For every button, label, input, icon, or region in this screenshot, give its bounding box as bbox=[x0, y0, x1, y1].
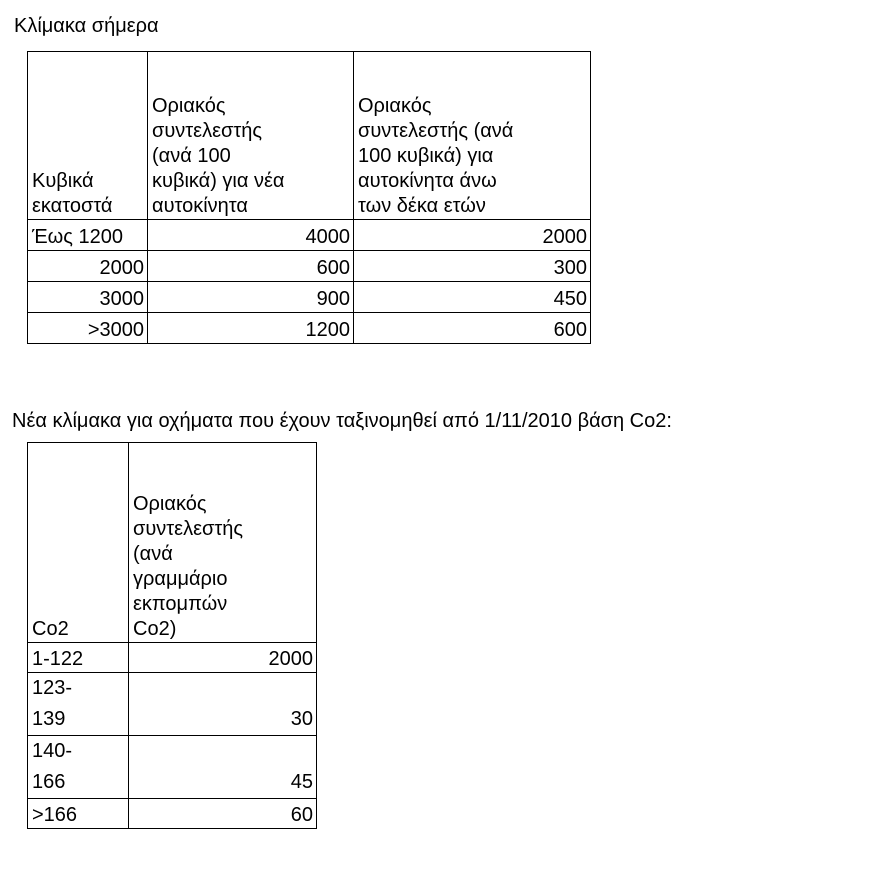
cell-coef-old: 300 bbox=[354, 251, 591, 282]
table-row bbox=[28, 799, 317, 829]
cell-coef-old: 2000 bbox=[354, 220, 591, 251]
header-co2: Co2 bbox=[28, 443, 129, 643]
cell-coef-new: 1200 bbox=[148, 313, 354, 344]
co2-table bbox=[27, 442, 317, 829]
cell-co2-range: 123- 139 bbox=[28, 673, 129, 736]
table-row bbox=[28, 643, 317, 673]
cell-capacity: Έως 1200 bbox=[28, 220, 148, 251]
header-cubic-cm: Κυβικά εκατοστά bbox=[28, 52, 148, 220]
cell-coef: 60 bbox=[129, 799, 317, 829]
section2-title: Νέα κλίμακα για οχήματα που έχουν ταξινομηθεί από 1/11/2010 βάση Co2: bbox=[12, 410, 672, 432]
table-row bbox=[28, 220, 591, 251]
header-coef-per-gram: Οριακός συντελεστής (ανά γραμμάριο εκπομπών Co2) bbox=[129, 443, 317, 643]
cell-capacity: >3000 bbox=[28, 313, 148, 344]
cell-coef-new: 4000 bbox=[148, 220, 354, 251]
cell-coef-new: 600 bbox=[148, 251, 354, 282]
cell-coef-old: 450 bbox=[354, 282, 591, 313]
cell-coef: 45 bbox=[129, 736, 317, 799]
cell-co2-range: 140- 166 bbox=[28, 736, 129, 799]
cell-coef: 30 bbox=[129, 673, 317, 736]
table-row bbox=[28, 282, 591, 313]
cell-capacity: 2000 bbox=[28, 251, 148, 282]
cell-coef-old: 600 bbox=[354, 313, 591, 344]
cell-capacity: 3000 bbox=[28, 282, 148, 313]
engine-capacity-table bbox=[27, 51, 591, 344]
table-row bbox=[28, 673, 317, 736]
table-header-row bbox=[28, 52, 591, 220]
header-coef-old-cars: Οριακός συντελεστής (ανά 100 κυβικά) για αυτοκίνητα άνω των δέκα ετών bbox=[354, 52, 591, 220]
cell-co2-range: >166 bbox=[28, 799, 129, 829]
section1-title: Κλίμακα σήμερα bbox=[14, 15, 159, 37]
cell-coef-new: 900 bbox=[148, 282, 354, 313]
table-row bbox=[28, 736, 317, 799]
table-header-row bbox=[28, 443, 317, 643]
table-row bbox=[28, 313, 591, 344]
cell-coef: 2000 bbox=[129, 643, 317, 673]
cell-co2-range: 1-122 bbox=[28, 643, 129, 673]
header-coef-new-cars: Οριακός συντελεστής (ανά 100 κυβικά) για νέα αυτοκίνητα bbox=[148, 52, 354, 220]
table-row bbox=[28, 251, 591, 282]
